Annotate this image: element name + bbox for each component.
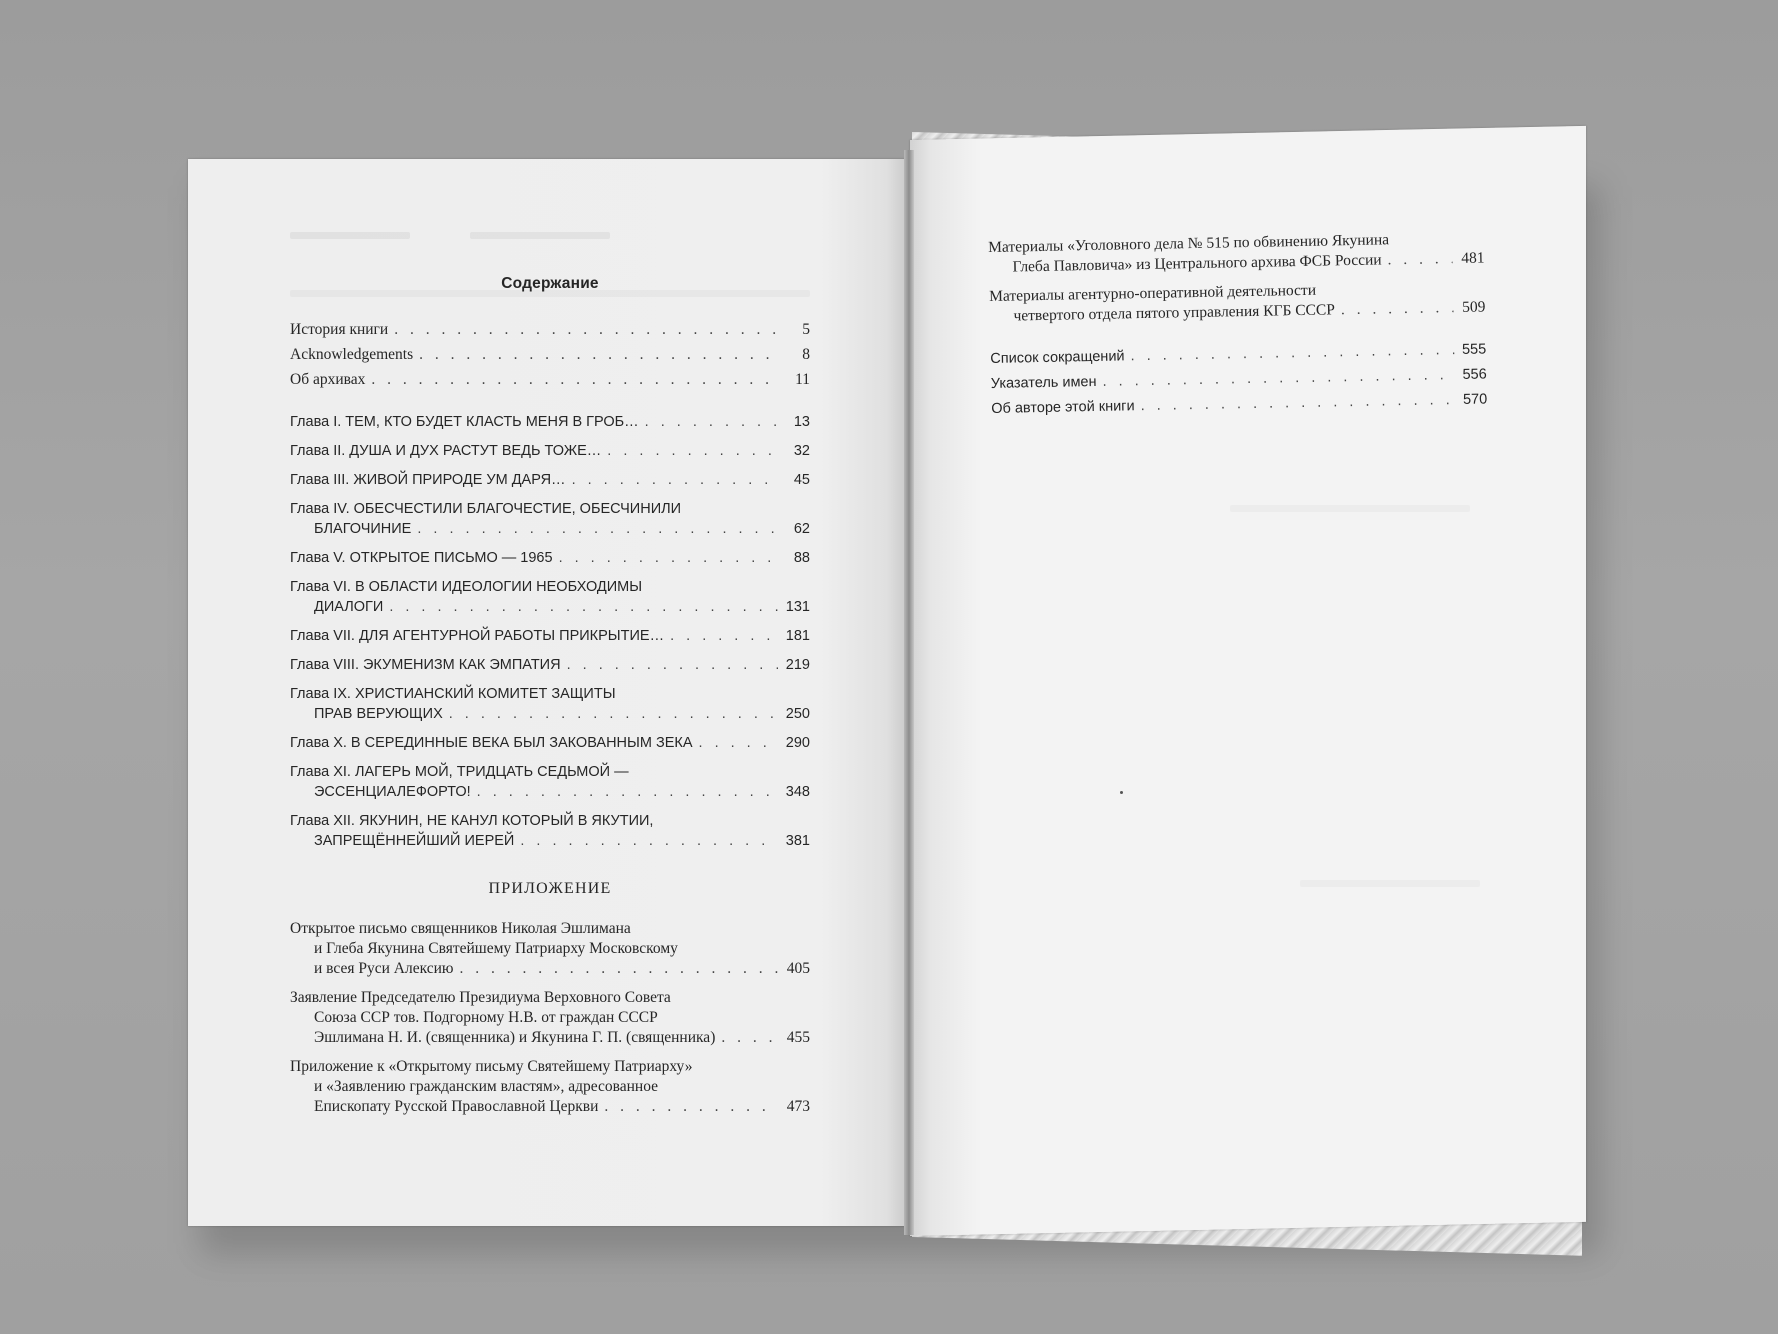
- toc-entry-text: Глава I. ТЕМ, КТО БУДЕТ КЛАСТЬ МЕНЯ В ГРОБ…: [290, 414, 639, 430]
- toc-entry-text: Глава IV. ОБЕСЧЕСТИЛИ БЛАГОЧЕСТИЕ, ОБЕСЧИНИЛИ: [290, 501, 682, 517]
- toc-entry-text: Список сокращений: [990, 348, 1125, 367]
- show-through: [1300, 880, 1480, 887]
- dot-leader: [1130, 340, 1454, 366]
- page-number: 13: [793, 414, 810, 430]
- dot-leader: [1102, 365, 1455, 392]
- page-number: 381: [785, 833, 810, 849]
- toc-entry-text: Заявление Председателю Президиума Верховного Совета: [290, 989, 671, 1006]
- page-number: 555: [1461, 341, 1487, 358]
- show-through: [290, 232, 410, 239]
- toc-entry-text: Об авторе этой книги: [991, 398, 1135, 417]
- dot-leader: [371, 370, 778, 390]
- toc-chapter-entry: [290, 733, 810, 753]
- toc-chapter-entry: [290, 441, 810, 461]
- toc-chapter-entry: [290, 762, 810, 802]
- page-number: 509: [1462, 298, 1486, 316]
- toc-entry-text: Указатель имен: [990, 373, 1097, 392]
- toc-chapter-entry: [290, 684, 810, 724]
- book-gutter: [904, 150, 914, 1235]
- dot-leader: [394, 320, 778, 340]
- dot-leader: [449, 704, 778, 724]
- toc-entry-text: Глава V. ОТКРЫТОЕ ПИСЬМО — 1965: [290, 550, 553, 566]
- page-number: 181: [785, 628, 810, 644]
- toc-entry-text: Глава IX. ХРИСТИАНСКИЙ КОМИТЕТ ЗАЩИТЫ: [290, 686, 616, 702]
- toc-entry-text: и «Заявлению гражданским властям», адресованное: [314, 1078, 659, 1095]
- toc-left: [290, 250, 810, 1126]
- front-matter-list: [290, 320, 810, 390]
- toc-entry: [991, 389, 1487, 419]
- page-number: 131: [785, 599, 810, 615]
- page-number: 88: [793, 550, 810, 566]
- appendix-list: [290, 919, 810, 1117]
- show-through: [470, 232, 610, 239]
- toc-appendix-entry: [290, 919, 810, 979]
- toc-entry-text: Глава X. В СЕРЕДИННЫЕ ВЕКА БЫЛ ЗАКОВАННЫМ ЗЕКА: [290, 735, 693, 751]
- toc-entry-text: Глава XII. ЯКУНИН, НЕ КАНУЛ КОТОРЫЙ В ЯКУТИИ,: [290, 813, 654, 829]
- toc-chapter-entry: [290, 655, 810, 675]
- page-number: 250: [785, 706, 810, 722]
- toc-entry-text: Глава VIII. ЭКУМЕНИЗМ КАК ЭМПАТИЯ: [290, 657, 561, 673]
- page-number: 556: [1462, 366, 1487, 383]
- page-number: 11: [795, 371, 810, 388]
- back-matter-list: [990, 339, 1487, 419]
- toc-entry: [290, 370, 810, 390]
- dot-leader: [459, 959, 778, 979]
- dot-leader: [721, 1028, 778, 1048]
- toc-entry: [991, 364, 1487, 394]
- page-number: 348: [785, 784, 810, 800]
- toc-chapter-entry: [290, 811, 810, 851]
- dot-leader: [1387, 249, 1452, 270]
- page-number: 5: [802, 321, 810, 338]
- toc-materials-entry: [989, 277, 1486, 327]
- page-number: 405: [786, 960, 810, 977]
- page-number: 481: [1461, 249, 1485, 267]
- dot-leader: [572, 470, 778, 490]
- toc-chapter-entry: [290, 626, 810, 646]
- toc-entry-text: ЭССЕНЦИАЛЕФОРТО!: [314, 784, 471, 800]
- page-number: 62: [793, 521, 810, 537]
- dot-leader: [567, 655, 778, 675]
- dot-leader: [699, 733, 778, 753]
- toc-entry-text: Приложение к «Открытому письму Святейшему Патриарху»: [290, 1058, 693, 1075]
- page-number: 290: [785, 735, 810, 751]
- toc-entry-text: Acknowledgements: [290, 346, 414, 363]
- dot-leader: [604, 1097, 778, 1117]
- dot-leader: [1140, 390, 1455, 416]
- toc-chapter-entry: [290, 470, 810, 490]
- toc-entry-text: Материалы агентурно-оперативной деятельности: [988, 281, 1317, 305]
- show-through: [1230, 505, 1470, 512]
- paper-speck: [1120, 791, 1123, 794]
- page-number: 8: [802, 346, 810, 363]
- toc-chapter-entry: [290, 412, 810, 432]
- chapter-list: [290, 412, 810, 851]
- dot-leader: [645, 412, 778, 432]
- toc-entry-text: четвертого отдела пятого управления КГБ СССР: [1013, 301, 1336, 325]
- dot-leader: [389, 597, 778, 617]
- page-number: 473: [786, 1098, 810, 1115]
- toc-entry-text: Епископату Русской Православной Церкви: [314, 1098, 599, 1115]
- toc-right: [988, 228, 1487, 423]
- page-number: 455: [786, 1029, 810, 1046]
- toc-entry-text: Об архивах: [290, 371, 366, 388]
- dot-leader: [417, 519, 778, 539]
- toc-entry-text: Эшлимана Н. И. (священника) и Якунина Г. П. (священника): [314, 1029, 716, 1046]
- toc-materials-entry: [988, 228, 1485, 278]
- toc-entry-text: БЛАГОЧИНИЕ: [314, 521, 412, 537]
- toc-entry-text: Глава VI. В ОБЛАСТИ ИДЕОЛОГИИ НЕОБХОДИМЫ: [290, 579, 643, 595]
- toc-entry-text: ДИАЛОГИ: [314, 599, 384, 615]
- materials-list: [988, 228, 1486, 327]
- toc-entry-text: ПРАВ ВЕРУЮЩИХ: [314, 706, 443, 722]
- toc-entry-text: и всея Руси Алексию: [314, 960, 454, 977]
- toc-entry-text: Открытое письмо священников Николая Эшлимана: [290, 920, 631, 937]
- dot-leader: [520, 831, 778, 851]
- appendix-title: ПРИЛОЖЕНИЕ: [488, 880, 612, 897]
- toc-entry-text: Глава XI. ЛАГЕРЬ МОЙ, ТРИДЦАТЬ СЕДЬМОЙ —: [290, 764, 629, 780]
- toc-entry: [990, 339, 1486, 369]
- dot-leader: [670, 626, 778, 646]
- dot-leader: [607, 441, 778, 461]
- toc-appendix-entry: [290, 988, 810, 1048]
- page-number: 45: [793, 472, 810, 488]
- page-number: 570: [1462, 391, 1488, 408]
- toc-chapter-entry: [290, 499, 810, 539]
- dot-leader: [419, 345, 778, 365]
- toc-appendix-entry: [290, 1057, 810, 1117]
- toc-entry-text: Материалы «Уголовного дела № 515 по обвинению Якунина: [988, 231, 1390, 256]
- toc-entry-text: Глава VII. ДЛЯ АГЕНТУРНОЙ РАБОТЫ ПРИКРЫТИЕ…: [290, 628, 665, 644]
- toc-chapter-entry: [290, 577, 810, 617]
- toc-entry-text: Глеба Павловича» из Центрального архива ФСБ России: [1012, 251, 1382, 276]
- toc-entry-text: Глава III. ЖИВОЙ ПРИРОДЕ УМ ДАРЯ…: [290, 472, 566, 488]
- toc-entry: [290, 345, 810, 365]
- toc-entry-text: Союза ССР тов. Подгорному Н.В. от граждан СССР: [314, 1009, 658, 1026]
- toc-entry-text: и Глеба Якунина Святейшему Патриарху Московскому: [314, 940, 678, 957]
- page-number: 219: [785, 657, 810, 673]
- toc-chapter-entry: [290, 548, 810, 568]
- dot-leader: [477, 782, 778, 802]
- toc-entry-text: История книги: [290, 321, 389, 338]
- toc-title: Содержание: [501, 275, 599, 292]
- toc-entry-text: Глава II. ДУША И ДУХ РАСТУТ ВЕДЬ ТОЖЕ…: [290, 443, 602, 459]
- dot-leader: [1341, 298, 1454, 320]
- toc-entry-text: ЗАПРЕЩЁННЕЙШИЙ ИЕРЕЙ: [314, 833, 515, 849]
- toc-entry: [290, 320, 810, 340]
- dot-leader: [559, 548, 778, 568]
- page-number: 32: [793, 443, 810, 459]
